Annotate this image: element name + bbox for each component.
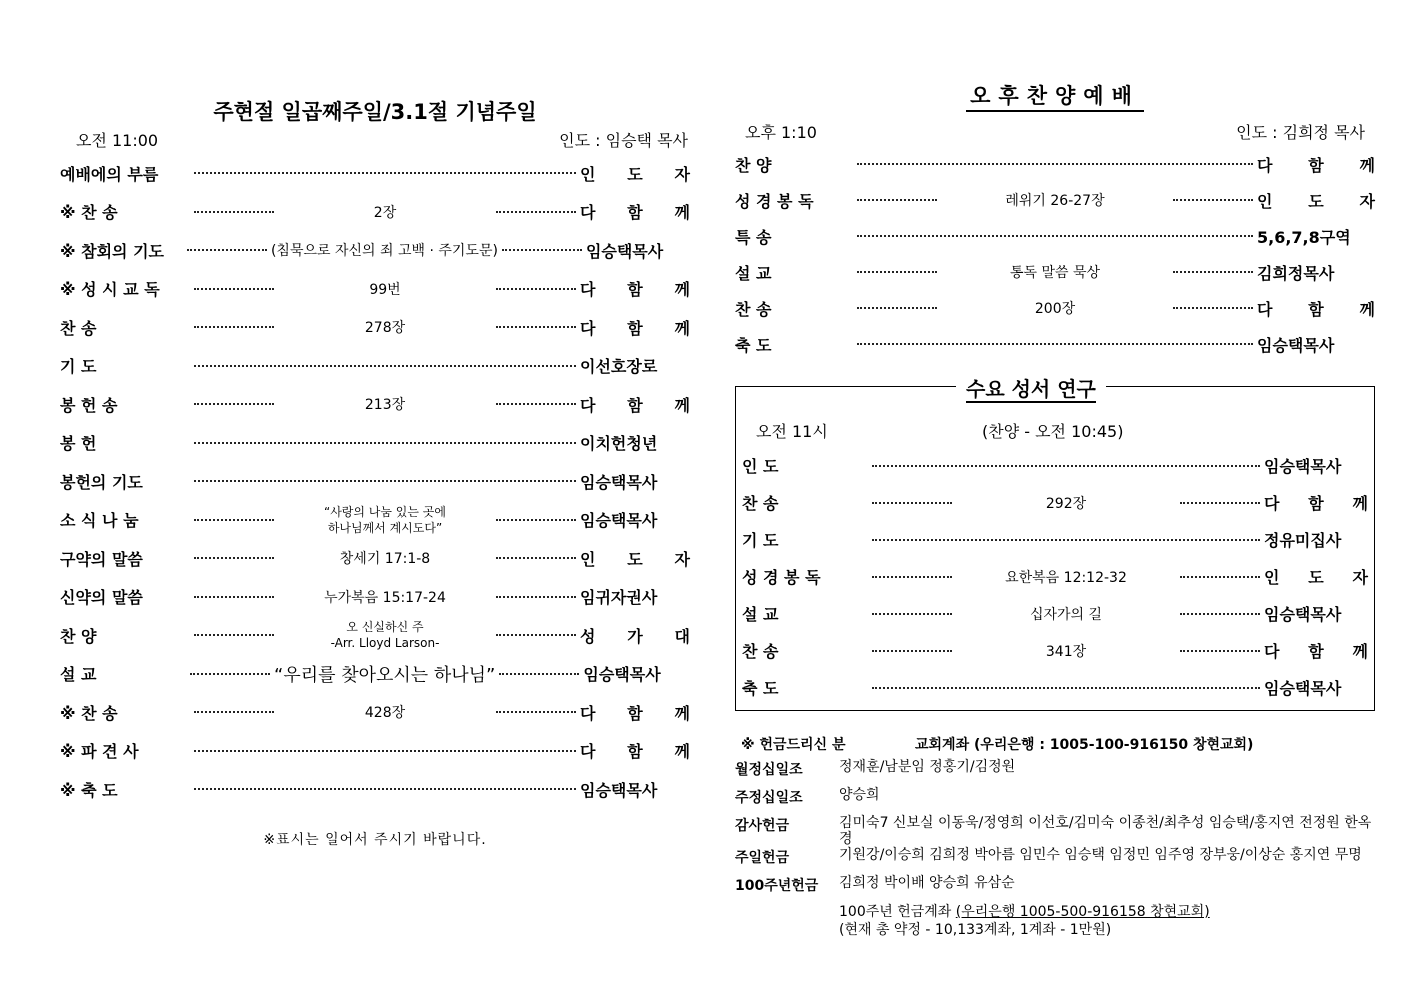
offering-names: 정재훈/남분임 정홍기/김정원 bbox=[839, 759, 1016, 775]
dot-leader bbox=[1180, 502, 1260, 504]
order-role: 찬 양 bbox=[60, 626, 97, 646]
dot-leader bbox=[496, 634, 576, 636]
centennial-account-line: 100주년 헌금계좌 (우리은행 1005-500-916158 창현교회) bbox=[839, 904, 1210, 920]
dot-leader bbox=[496, 519, 576, 521]
dot-leader bbox=[496, 596, 576, 598]
offering-section bbox=[735, 729, 1375, 939]
sunday-worship-order bbox=[60, 96, 690, 849]
order-item bbox=[735, 290, 1375, 326]
offering-row bbox=[735, 875, 1375, 903]
dot-leader bbox=[857, 271, 937, 273]
order-detail: 278장 bbox=[364, 320, 406, 337]
order-item bbox=[742, 521, 1368, 558]
order-item bbox=[735, 254, 1375, 290]
wednesday-praise-time: (찬양 - 오전 10:45) bbox=[982, 422, 1124, 441]
offering-label: 주정십일조 bbox=[735, 790, 803, 806]
dot-leader bbox=[872, 613, 952, 615]
pledge-status: (현재 총 약정 - 10,133계좌, 1계좌 - 1만원) bbox=[839, 922, 1112, 938]
order-role: 봉 헌 송 bbox=[60, 395, 118, 415]
order-role: 신약의 말씀 bbox=[60, 588, 143, 608]
order-person: 김희정목사 bbox=[1257, 263, 1335, 283]
dot-leader bbox=[1180, 613, 1260, 615]
wednesday-time: 오전 11시 bbox=[756, 422, 828, 441]
order-item bbox=[60, 154, 690, 193]
offering-row bbox=[735, 787, 1375, 815]
wednesday-order-list bbox=[742, 447, 1368, 706]
order-person: 임승택목사 bbox=[580, 511, 658, 531]
service-meta bbox=[60, 128, 690, 154]
order-person: 이선호장로 bbox=[580, 357, 658, 377]
order-role: 인 도 bbox=[742, 457, 779, 476]
offering-label: 월정십일조 bbox=[735, 762, 803, 778]
dot-leader bbox=[496, 326, 576, 328]
order-detail: “사랑의 나눔 있는 곳에 하나님께서 계시도다” bbox=[324, 504, 446, 535]
order-item bbox=[60, 501, 690, 540]
order-role: 예배에의 부름 bbox=[60, 164, 159, 184]
order-detail: 292장 bbox=[1045, 495, 1087, 512]
offering-names: 양승희 bbox=[839, 787, 880, 803]
order-detail: 오 신실하신 주 -Arr. Lloyd Larson- bbox=[330, 620, 440, 651]
dot-leader bbox=[194, 519, 274, 521]
offering-label: 100주년헌금 bbox=[735, 878, 819, 894]
offering-label: 감사헌금 bbox=[735, 818, 790, 834]
order-role: ※ 파 견 사 bbox=[60, 742, 139, 762]
order-detail: 통독 말씀 묵상 bbox=[1009, 265, 1101, 281]
order-detail: 341장 bbox=[1045, 643, 1087, 660]
offering-row bbox=[735, 759, 1375, 787]
dot-leader bbox=[857, 343, 1253, 345]
order-person: 임승택목사 bbox=[585, 241, 664, 261]
order-person: 다 함 께 bbox=[580, 203, 690, 223]
dot-leader bbox=[194, 480, 576, 482]
wednesday-meta bbox=[742, 417, 1368, 447]
order-role: 찬 송 bbox=[60, 318, 97, 338]
dot-leader bbox=[857, 163, 1253, 165]
order-person: 인 도 자 bbox=[580, 549, 690, 569]
order-person: 정유미집사 bbox=[1264, 531, 1342, 550]
order-item bbox=[60, 578, 690, 617]
afternoon-meta bbox=[735, 120, 1375, 146]
offering-row bbox=[735, 847, 1375, 875]
offering-header-row bbox=[735, 729, 1375, 759]
dot-leader bbox=[502, 249, 582, 251]
afternoon-time: 오후 1:10 bbox=[745, 123, 817, 142]
order-detail: 레위기 26-27장 bbox=[1005, 193, 1105, 209]
order-role: ※ 찬 송 bbox=[60, 203, 118, 223]
order-item bbox=[735, 326, 1375, 362]
offering-label: 주일헌금 bbox=[735, 850, 790, 866]
dot-leader bbox=[496, 557, 576, 559]
order-role: ※ 찬 송 bbox=[60, 703, 118, 723]
order-person: 다 함 께 bbox=[1257, 299, 1375, 319]
order-person: 임승택목사 bbox=[580, 780, 658, 800]
order-person: 다 함 께 bbox=[1264, 642, 1368, 661]
order-item bbox=[60, 462, 690, 501]
dot-leader bbox=[496, 711, 576, 713]
dot-leader bbox=[187, 249, 267, 251]
dot-leader bbox=[194, 172, 576, 174]
dot-leader bbox=[190, 673, 270, 675]
order-role: 설 교 bbox=[735, 263, 772, 283]
order-item bbox=[60, 770, 690, 809]
order-item bbox=[735, 182, 1375, 218]
offering-list bbox=[735, 759, 1375, 903]
order-detail: 요한복음 12:12-32 bbox=[1005, 569, 1127, 586]
dot-leader bbox=[496, 403, 576, 405]
order-role: 찬 송 bbox=[742, 642, 779, 661]
dot-leader bbox=[857, 199, 937, 201]
order-role: 설 교 bbox=[742, 605, 779, 624]
dot-leader bbox=[1173, 307, 1253, 309]
dot-leader bbox=[857, 307, 937, 309]
order-role: 찬 송 bbox=[742, 494, 779, 513]
church-account: 교회계좌 (우리은행 : 1005-100-916150 창현교회) bbox=[915, 737, 1254, 753]
order-item bbox=[60, 539, 690, 578]
dot-leader bbox=[872, 650, 952, 652]
dot-leader bbox=[194, 711, 274, 713]
dot-leader bbox=[1180, 650, 1260, 652]
offering-names: 김희정 박이배 양승희 유삼순 bbox=[839, 875, 1015, 891]
dot-leader bbox=[194, 442, 576, 444]
order-detail: 2장 bbox=[373, 204, 397, 221]
dot-leader bbox=[1180, 576, 1260, 578]
offering-names: 김미숙7 신보실 이동욱/정영희 이선호/김미숙 이종천/최추성 임승택/홍지연 전정원 한옥경 bbox=[839, 815, 1372, 847]
order-person: 임승택목사 bbox=[583, 665, 661, 685]
dot-leader bbox=[496, 211, 576, 213]
order-item bbox=[60, 655, 690, 694]
order-role: 성 경 봉 독 bbox=[742, 568, 821, 587]
order-person: 임승택목사 bbox=[1264, 605, 1342, 624]
order-person: 임승택목사 bbox=[1264, 457, 1342, 476]
order-role: 구약의 말씀 bbox=[60, 549, 143, 569]
centennial-account: (우리은행 1005-500-916158 창현교회) bbox=[955, 904, 1210, 920]
order-item bbox=[742, 632, 1368, 669]
dot-leader bbox=[1173, 199, 1253, 201]
order-item bbox=[60, 385, 690, 424]
order-person: 다 함 께 bbox=[580, 395, 690, 415]
offering-row bbox=[735, 815, 1375, 847]
dot-leader bbox=[857, 235, 1253, 237]
order-item bbox=[735, 218, 1375, 254]
order-item bbox=[60, 193, 690, 232]
order-item bbox=[60, 231, 690, 270]
afternoon-leader: 인도 : 김희정 목사 bbox=[1236, 123, 1365, 142]
order-item bbox=[742, 595, 1368, 632]
order-role: ※ 축 도 bbox=[60, 780, 118, 800]
dot-leader bbox=[194, 788, 576, 790]
order-person: 다 함 께 bbox=[1264, 494, 1368, 513]
dot-leader bbox=[496, 288, 576, 290]
order-detail: 213장 bbox=[364, 397, 406, 414]
afternoon-service-title: 오후찬양예배 bbox=[735, 80, 1375, 110]
order-detail: 99번 bbox=[369, 281, 401, 298]
order-detail: “우리를 찾아오시는 하나님” bbox=[274, 664, 496, 686]
dot-leader bbox=[1173, 271, 1253, 273]
right-column bbox=[735, 80, 1375, 939]
order-item bbox=[742, 558, 1368, 595]
offering-header: ※ 헌금드리신 분 bbox=[741, 737, 846, 753]
order-role: 기 도 bbox=[742, 531, 779, 550]
dot-leader bbox=[194, 326, 274, 328]
order-person: 임승택목사 bbox=[580, 472, 658, 492]
order-item bbox=[60, 732, 690, 771]
order-role: ※ 참회의 기도 bbox=[60, 241, 164, 261]
dot-leader bbox=[872, 502, 952, 504]
order-detail: 십자가의 길 bbox=[1029, 606, 1103, 623]
order-detail: 428장 bbox=[364, 705, 406, 722]
order-role: 특 송 bbox=[735, 227, 772, 247]
dot-leader bbox=[194, 750, 576, 752]
order-person: 5,6,7,8구역 bbox=[1257, 227, 1351, 247]
order-item bbox=[742, 447, 1368, 484]
order-role: 소 식 나 눔 bbox=[60, 511, 139, 531]
dot-leader bbox=[194, 365, 576, 367]
dot-leader bbox=[872, 539, 1260, 541]
order-person: 다 함 께 bbox=[1257, 155, 1375, 175]
order-role: 봉 헌 bbox=[60, 434, 97, 454]
order-role: 기 도 bbox=[60, 357, 97, 377]
standing-note: ※표시는 일어서 주시기 바랍니다. bbox=[263, 831, 487, 848]
dot-leader bbox=[194, 288, 274, 290]
order-person: 인 도 자 bbox=[580, 164, 690, 184]
order-person: 성 가 대 bbox=[580, 626, 690, 646]
order-person: 임귀자권사 bbox=[580, 588, 658, 608]
dot-leader bbox=[872, 687, 1260, 689]
order-role: 설 교 bbox=[60, 665, 97, 685]
offering-names: 기원강/이승희 김희정 박아름 임민수 임승택 임정민 임주영 장부웅/이상순 홍지연 무명 bbox=[839, 847, 1362, 863]
order-item bbox=[60, 424, 690, 463]
order-role: 성 경 봉 독 bbox=[735, 191, 814, 211]
dot-leader bbox=[194, 211, 274, 213]
order-role: 축 도 bbox=[735, 335, 772, 355]
order-person: 다 함 께 bbox=[580, 742, 690, 762]
order-item bbox=[742, 484, 1368, 521]
dot-leader bbox=[194, 596, 274, 598]
wednesday-title: 수요 성서 연구 bbox=[956, 373, 1106, 402]
dot-leader bbox=[194, 634, 274, 636]
order-detail: 200장 bbox=[1034, 301, 1076, 317]
order-item bbox=[60, 693, 690, 732]
dot-leader bbox=[872, 576, 952, 578]
dot-leader bbox=[872, 465, 1260, 467]
order-role: 축 도 bbox=[742, 679, 779, 698]
wednesday-study-box bbox=[735, 377, 1375, 711]
afternoon-order-list bbox=[735, 146, 1375, 362]
order-role: 찬 양 bbox=[735, 155, 772, 175]
order-item bbox=[735, 146, 1375, 182]
order-role: ※ 성 시 교 독 bbox=[60, 280, 160, 300]
order-item bbox=[60, 616, 690, 655]
service-time: 오전 11:00 bbox=[76, 131, 159, 150]
page-title: 주현절 일곱째주일/3.1절 기념주일 bbox=[213, 100, 537, 124]
order-role: 봉헌의 기도 bbox=[60, 472, 143, 492]
order-person: 인 도 자 bbox=[1257, 191, 1375, 211]
order-person: 다 함 께 bbox=[580, 318, 690, 338]
order-person: 임승택목사 bbox=[1257, 335, 1335, 355]
order-item bbox=[60, 308, 690, 347]
order-item bbox=[742, 669, 1368, 706]
order-role: 찬 송 bbox=[735, 299, 772, 319]
order-person: 임승택목사 bbox=[1264, 679, 1342, 698]
order-item bbox=[60, 270, 690, 309]
order-person: 다 함 께 bbox=[580, 280, 690, 300]
order-detail: 누가복음 15:17-24 bbox=[324, 589, 446, 606]
order-detail: 창세기 17:1-8 bbox=[339, 551, 431, 568]
dot-leader bbox=[194, 557, 274, 559]
order-item bbox=[60, 347, 690, 386]
order-person: 인 도 자 bbox=[1264, 568, 1368, 587]
dot-leader bbox=[194, 403, 274, 405]
order-person: 이치헌청년 bbox=[580, 434, 658, 454]
dot-leader bbox=[499, 673, 579, 675]
service-leader: 인도 : 임승택 목사 bbox=[559, 131, 688, 150]
order-person: 다 함 께 bbox=[580, 703, 690, 723]
order-list bbox=[60, 154, 690, 809]
order-detail: (침묵으로 자신의 죄 고백 · 주기도문) bbox=[270, 243, 498, 260]
